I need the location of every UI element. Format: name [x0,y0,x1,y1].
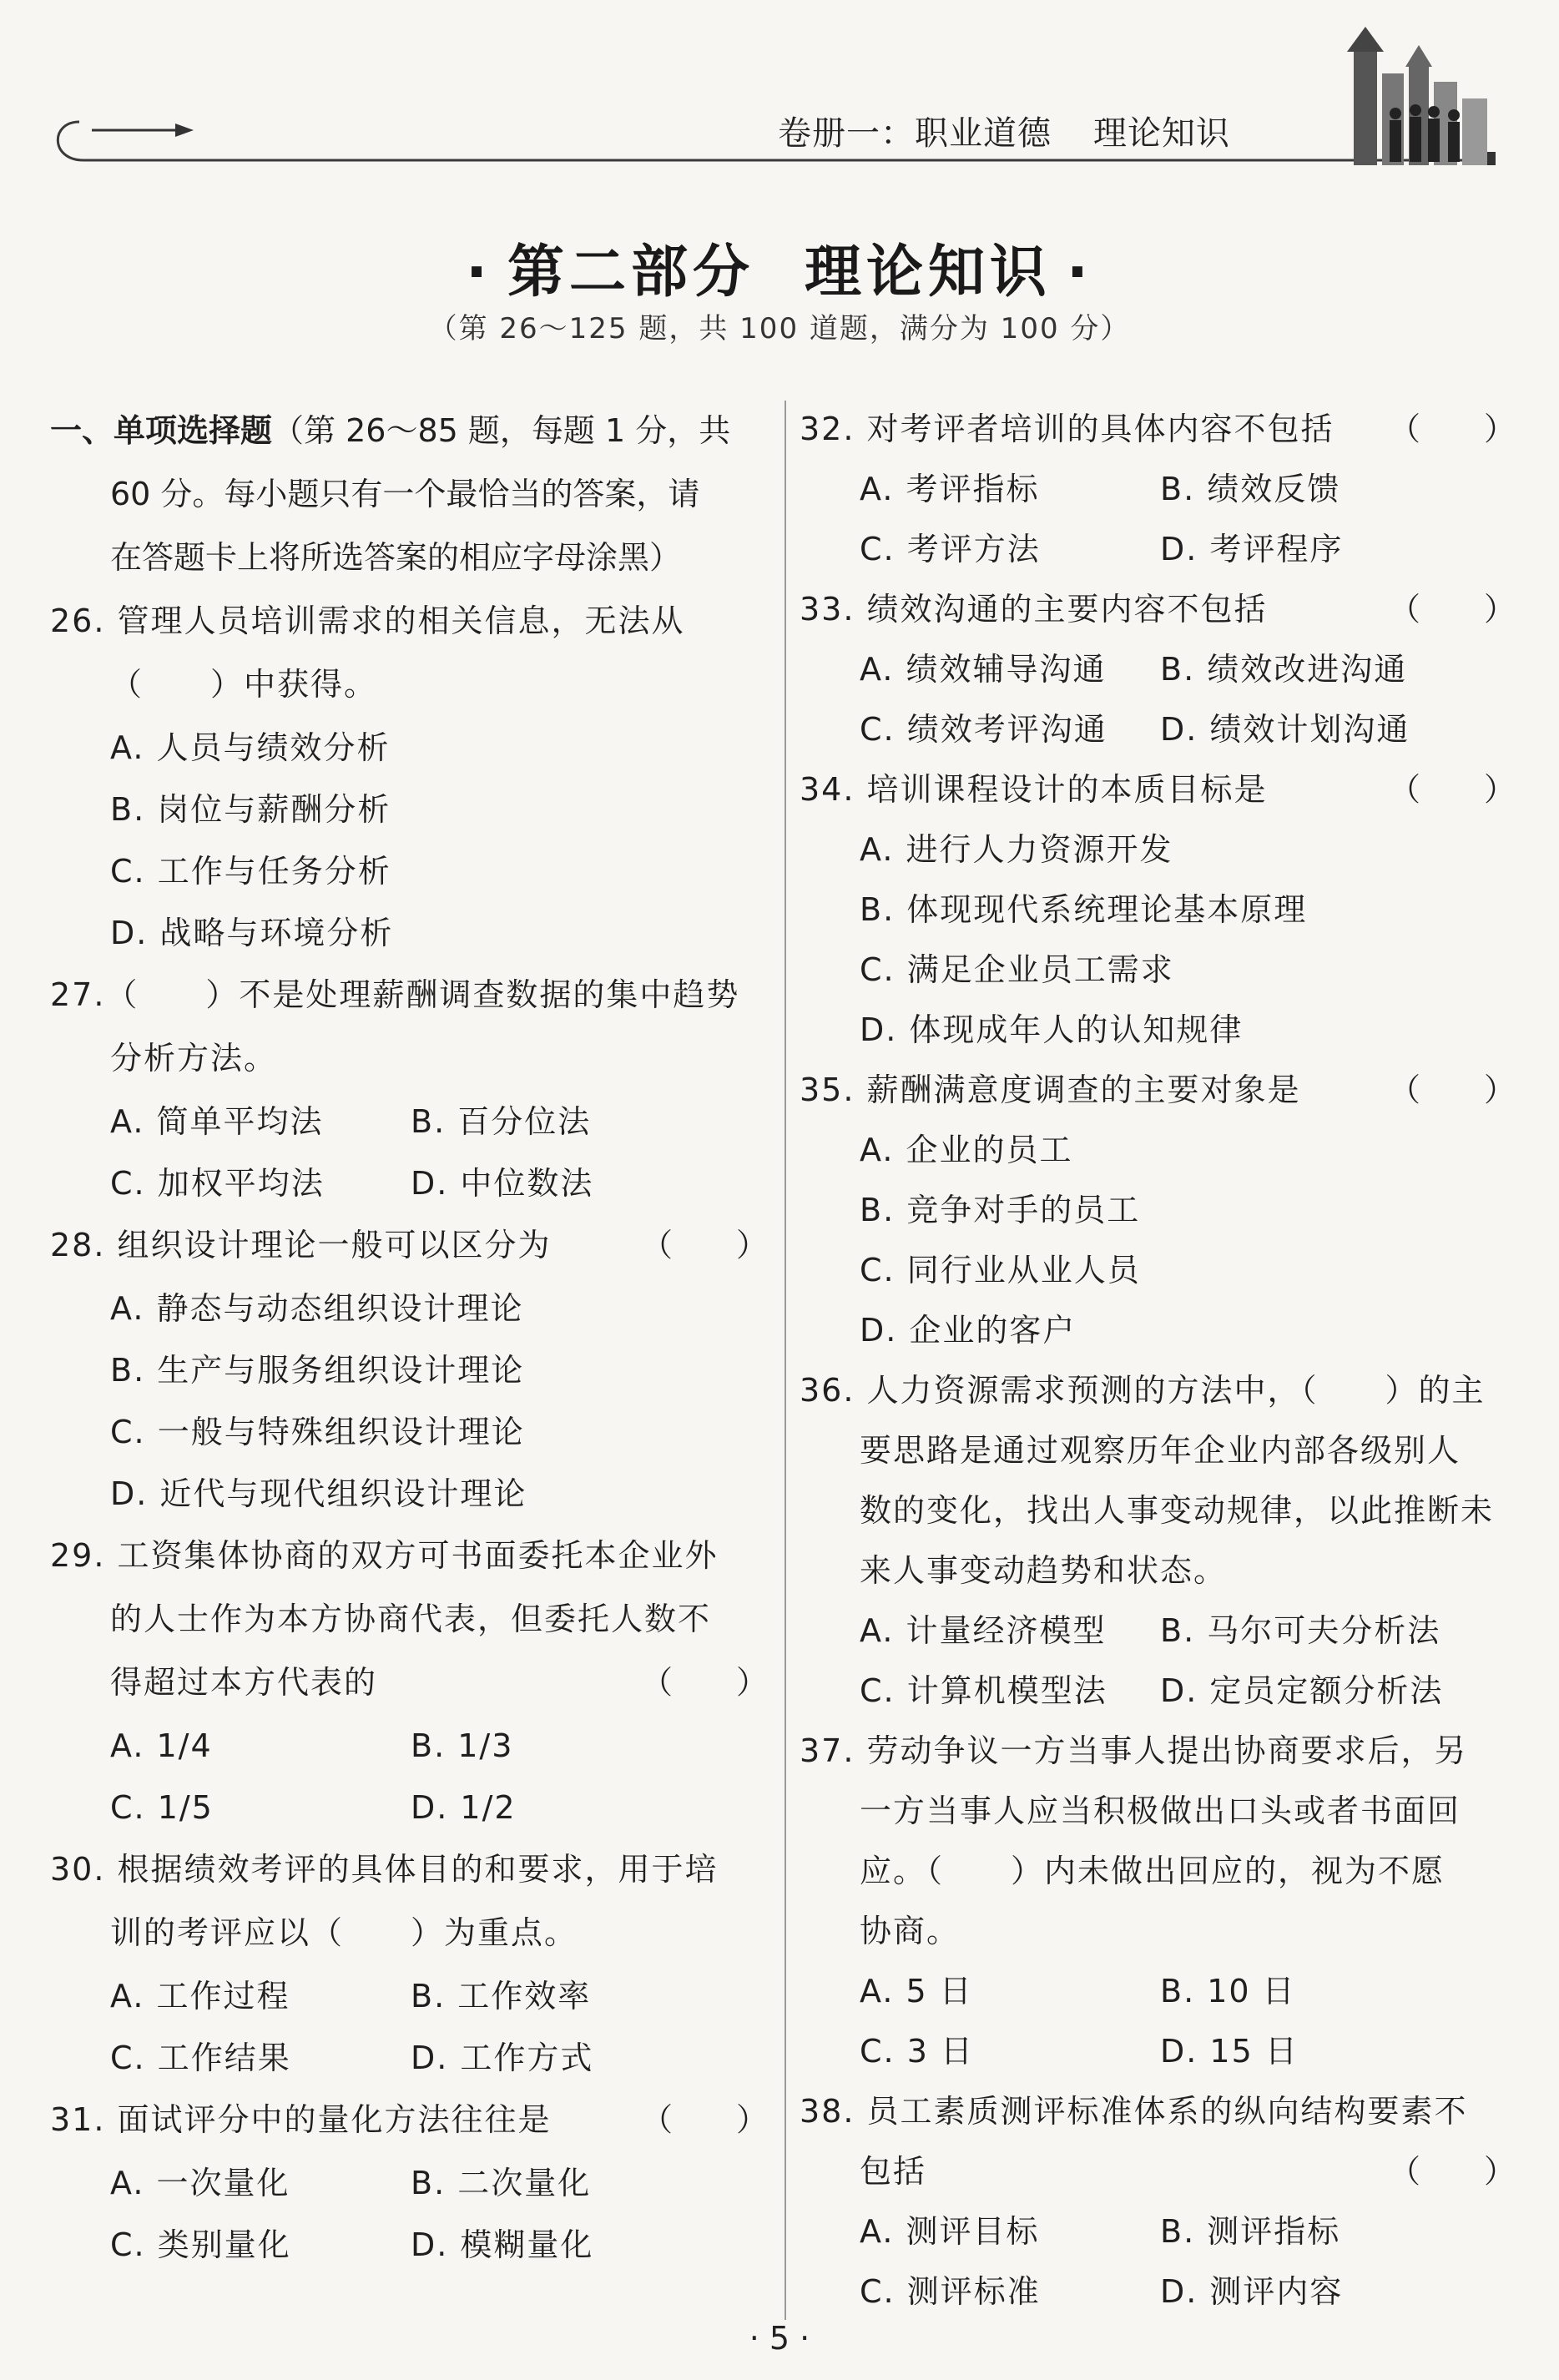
question-text: 26. 管理人员培训需求的相关信息，无法从 [50,603,685,639]
option-b: B. 竞争对手的员工 [860,1192,1141,1228]
option-b: B. 绩效反馈 [1160,471,1341,507]
question-text: 的人士作为本方协商代表，但委托人数不 [110,1601,712,1637]
option-c: C. 加权平均法 [110,1165,325,1202]
option-row [50,2026,768,2088]
question-text: 38. 员工素质测评标准体系的纵向结构要素不 [800,2093,1468,2130]
question-text: 27.（ ）不是处理薪酬调查数据的集中趋势 [50,976,740,1013]
question-text: 应。（ ）内未做出回应的，视为不愿 [860,1853,1445,1889]
column-divider [785,401,786,2320]
option-d: D. 战略与环境分析 [110,915,394,951]
option-b: B. 百分位法 [411,1103,592,1140]
question-text: 分析方法。 [110,1040,278,1077]
option-a: A. 考评指标 [860,471,1040,507]
option-c: C. 3 日 [860,2033,974,2070]
option-c: C. 同行业从业人员 [860,1252,1141,1288]
option-row [50,2151,768,2213]
right-column [800,399,1516,2322]
question-text: 35. 薪酬满意度调查的主要对象是 （ ） [800,1060,1516,1120]
option-a: A. 工作过程 [110,1978,290,2014]
option-row [800,2021,1516,2081]
question-text: 得超过本方代表的 （ ） [50,1651,768,1714]
question-text: 37. 劳动争议一方当事人提出协商要求后，另 [800,1732,1468,1769]
option-row [800,1961,1516,2021]
question-text: 34. 培训课程设计的本质目标是 （ ） [800,759,1516,819]
header-book-title: 卷册一：职业道德 [778,114,1052,153]
question-text: 协商。 [860,1913,961,1949]
option-c: C. 一般与特殊组织设计理论 [110,1414,525,1450]
question-36 [800,1360,1516,1721]
question-text: 训的考评应以（ ）为重点。 [110,1914,578,1951]
option-d: D. 中位数法 [411,1165,594,1202]
question-text: 30. 根据绩效考评的具体目的和要求，用于培 [50,1851,719,1888]
option-a: A. 1/4 [110,1727,213,1764]
option-d: D. 1/2 [411,1789,517,1826]
part-title-secondary: 理论知识 [805,240,1052,305]
question-32 [800,399,1516,579]
option-row [50,1964,768,2026]
option-d: D. 模糊量化 [411,2226,594,2263]
answer-blank: （ ） [1388,771,1516,808]
option-c: C. 满足企业员工需求 [860,951,1174,988]
option-row [50,1152,768,1213]
option-c: C. 考评方法 [860,531,1041,567]
option-row [800,699,1516,759]
question-text: 29. 工资集体协商的双方可书面委托本企业外 [50,1537,719,1574]
question-33 [800,579,1516,759]
header-section-title: 理论知识 [1093,114,1230,153]
option-a: A. 一次量化 [110,2165,290,2201]
option-d: D. 考评程序 [1160,531,1344,567]
option-d: D. 企业的客户 [860,1312,1077,1349]
option-a: A. 进行人力资源开发 [860,831,1173,868]
question-27 [50,963,768,1213]
question-text: 33. 绩效沟通的主要内容不包括 （ ） [800,579,1516,639]
option-d: D. 定员定额分析法 [1160,1672,1444,1709]
question-text: 28. 组织设计理论一般可以区分为 （ ） [50,1213,768,1277]
question-text: 来人事变动趋势和状态。 [860,1552,1228,1589]
part-title-main: 第二部分 [507,240,754,305]
question-29 [50,1524,768,1838]
question-text: 数的变化，找出人事变动规律，以此推断未 [860,1492,1495,1529]
question-text: 32. 对考评者培训的具体内容不包括 （ ） [800,399,1516,459]
option-b: B. 10 日 [1160,1973,1296,2009]
option-a: A. 人员与绩效分析 [110,729,391,766]
question-28 [50,1213,768,1524]
question-text: 一方当事人应当积极做出口头或者书面回 [860,1793,1461,1829]
option-a: A. 静态与动态组织设计理论 [110,1290,524,1327]
part-title: · 第二部分 理论知识 · [466,240,1093,305]
part-subtitle: （第 26～125 题，共 100 道题，满分为 100 分） [428,312,1131,345]
section-instruction-line: （第 26～85 题，每题 1 分，共 [272,412,731,449]
answer-blank: （ ） [1388,2153,1516,2190]
option-row [800,2262,1516,2322]
option-b: B. 工作效率 [411,1978,592,2014]
option-b: B. 马尔可夫分析法 [1160,1612,1441,1649]
option-c: C. 绩效考评沟通 [860,711,1107,748]
option-row [800,2201,1516,2262]
option-row [800,1601,1516,1661]
option-b: B. 岗位与薪酬分析 [110,791,391,828]
question-34 [800,759,1516,1060]
option-d: D. 近代与现代组织设计理论 [110,1475,527,1512]
option-b: B. 绩效改进沟通 [1160,651,1408,688]
option-a: A. 企业的员工 [860,1132,1073,1168]
option-row [800,519,1516,579]
answer-blank: （ ） [640,2101,768,2138]
option-d: D. 体现成年人的认知规律 [860,1011,1244,1048]
option-c: C. 工作与任务分析 [110,853,391,890]
option-b: B. 二次量化 [411,2165,592,2201]
option-row [800,459,1516,519]
option-c: C. 测评标准 [860,2273,1041,2310]
option-row [50,1776,768,1838]
question-26 [50,589,768,963]
question-38 [800,2081,1516,2322]
option-row [50,1090,768,1152]
question-text: 31. 面试评分中的量化方法往往是 （ ） [50,2088,768,2151]
option-b: B. 测评指标 [1160,2213,1341,2250]
header-rule-graphic [0,0,1559,192]
option-a: A. 简单平均法 [110,1103,324,1140]
option-a: A. 5 日 [860,1973,973,2009]
option-a: A. 绩效辅导沟通 [860,651,1107,688]
option-a: A. 计量经济模型 [860,1612,1107,1649]
section-instruction-line: 60 分。每小题只有一个最恰当的答案，请 [110,476,700,512]
option-c: C. 工作结果 [110,2040,291,2076]
answer-blank: （ ） [640,1227,768,1263]
option-d: D. 工作方式 [411,2040,594,2076]
question-text: 36. 人力资源需求预测的方法中，（ ）的主 [800,1372,1486,1409]
option-d: D. 绩效计划沟通 [1160,711,1410,748]
question-30 [50,1838,768,2088]
section-heading [50,399,768,462]
buildings-people-logo-icon [1345,23,1496,165]
option-row [50,2213,768,2275]
left-column [50,399,768,2275]
option-b: B. 体现现代系统理论基本原理 [860,891,1308,928]
section-title: 一、单项选择题 [50,412,273,449]
option-c: C. 计算机模型法 [860,1672,1107,1709]
question-37 [800,1721,1516,2081]
question-31 [50,2088,768,2275]
section-instruction-line: 在答题卡上将所选答案的相应字母涂黑） [110,539,682,576]
option-c: C. 1/5 [110,1789,214,1826]
option-row [800,639,1516,699]
running-header [778,107,1230,154]
option-row [50,1714,768,1776]
option-row [800,1661,1516,1721]
answer-blank: （ ） [1388,1072,1516,1108]
option-a: A. 测评目标 [860,2213,1040,2250]
question-text: （ ）中获得。 [110,666,378,703]
option-d: D. 测评内容 [1160,2273,1344,2310]
page-number: · 5 · [749,2320,810,2357]
answer-blank: （ ） [640,1664,768,1701]
question-text: 要思路是通过观察历年企业内部各级别人 [860,1432,1461,1469]
option-b: B. 1/3 [411,1727,514,1764]
question-text: 包括 （ ） [800,2141,1516,2201]
page-header [0,0,1559,192]
option-d: D. 15 日 [1160,2033,1299,2070]
option-b: B. 生产与服务组织设计理论 [110,1352,525,1389]
answer-blank: （ ） [1388,411,1516,447]
option-c: C. 类别量化 [110,2226,291,2263]
question-35 [800,1060,1516,1360]
answer-blank: （ ） [1388,591,1516,628]
